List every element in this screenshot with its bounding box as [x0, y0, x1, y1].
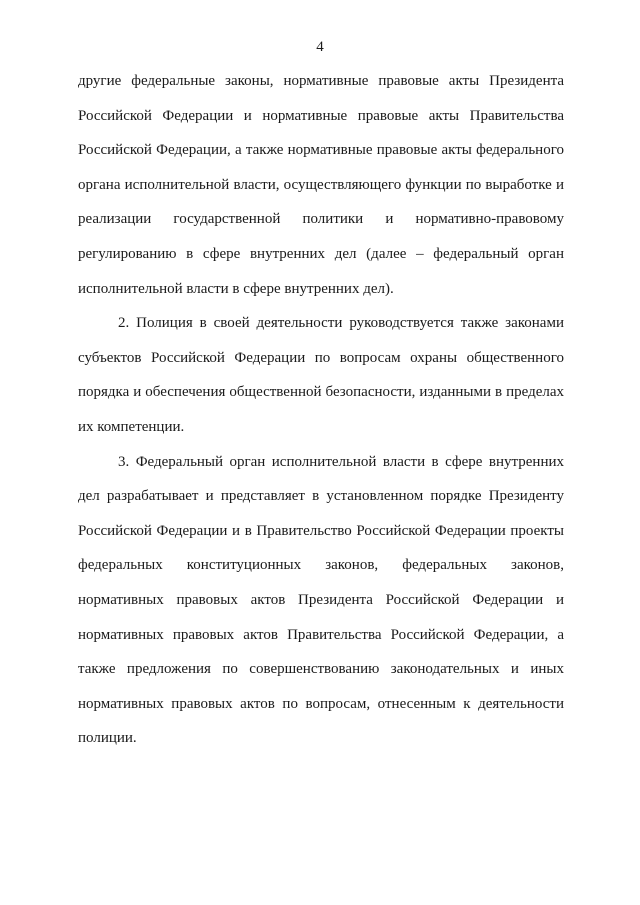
page-number: 4	[316, 39, 324, 55]
text-line: другие федеральные законы, нормативные правовые акты Президента	[78, 73, 564, 89]
text-line: нормативных правовых актов по вопросам, отнесенным к деятельности	[78, 695, 564, 712]
text-line: субъектов Российской Федерации по вопросам охраны общественного	[78, 349, 564, 366]
text-line: реализации государственной политики и нормативно-правовому	[78, 211, 564, 228]
text-line: органа исполнительной власти, осуществляющего функции по выработке и	[78, 176, 564, 193]
text-line: также предложения по совершенствованию законодательных и иных	[78, 661, 564, 678]
text-line: Российской Федерации и нормативные правовые акты Правительства	[78, 107, 564, 124]
text-line: Российской Федерации, а также нормативные правовые акты федерального	[78, 142, 564, 159]
text-line: порядка и обеспечения общественной безопасности, изданными в пределах	[78, 384, 564, 401]
text-line: дел разрабатывает и представляет в установленном порядке Президенту	[78, 488, 564, 505]
text-line: регулированию в сфере внутренних дел (далее – федеральный орган	[78, 245, 564, 262]
text-line: их компетенции.	[78, 418, 185, 435]
paragraph-1	[78, 72, 564, 314]
text-line: 3. Федеральный орган исполнительной власти в сфере внутренних	[118, 453, 564, 470]
text-line: полиции.	[78, 730, 137, 747]
text-line: нормативных правовых актов Президента Российской Федерации и	[78, 591, 564, 608]
text-line: Российской Федерации и в Правительство Российской Федерации проекты	[78, 522, 564, 539]
text-line: исполнительной власти в сфере внутренних дел).	[78, 280, 394, 297]
paragraph-2	[78, 314, 564, 452]
document-body	[78, 72, 564, 764]
text-line: 2. Полиция в своей деятельности руководствуется также законами	[118, 315, 564, 332]
text-line: федеральных конституционных законов, федеральных законов,	[78, 557, 564, 574]
text-line: нормативных правовых актов Правительства Российской Федерации, а	[78, 626, 564, 643]
paragraph-3	[78, 453, 564, 764]
